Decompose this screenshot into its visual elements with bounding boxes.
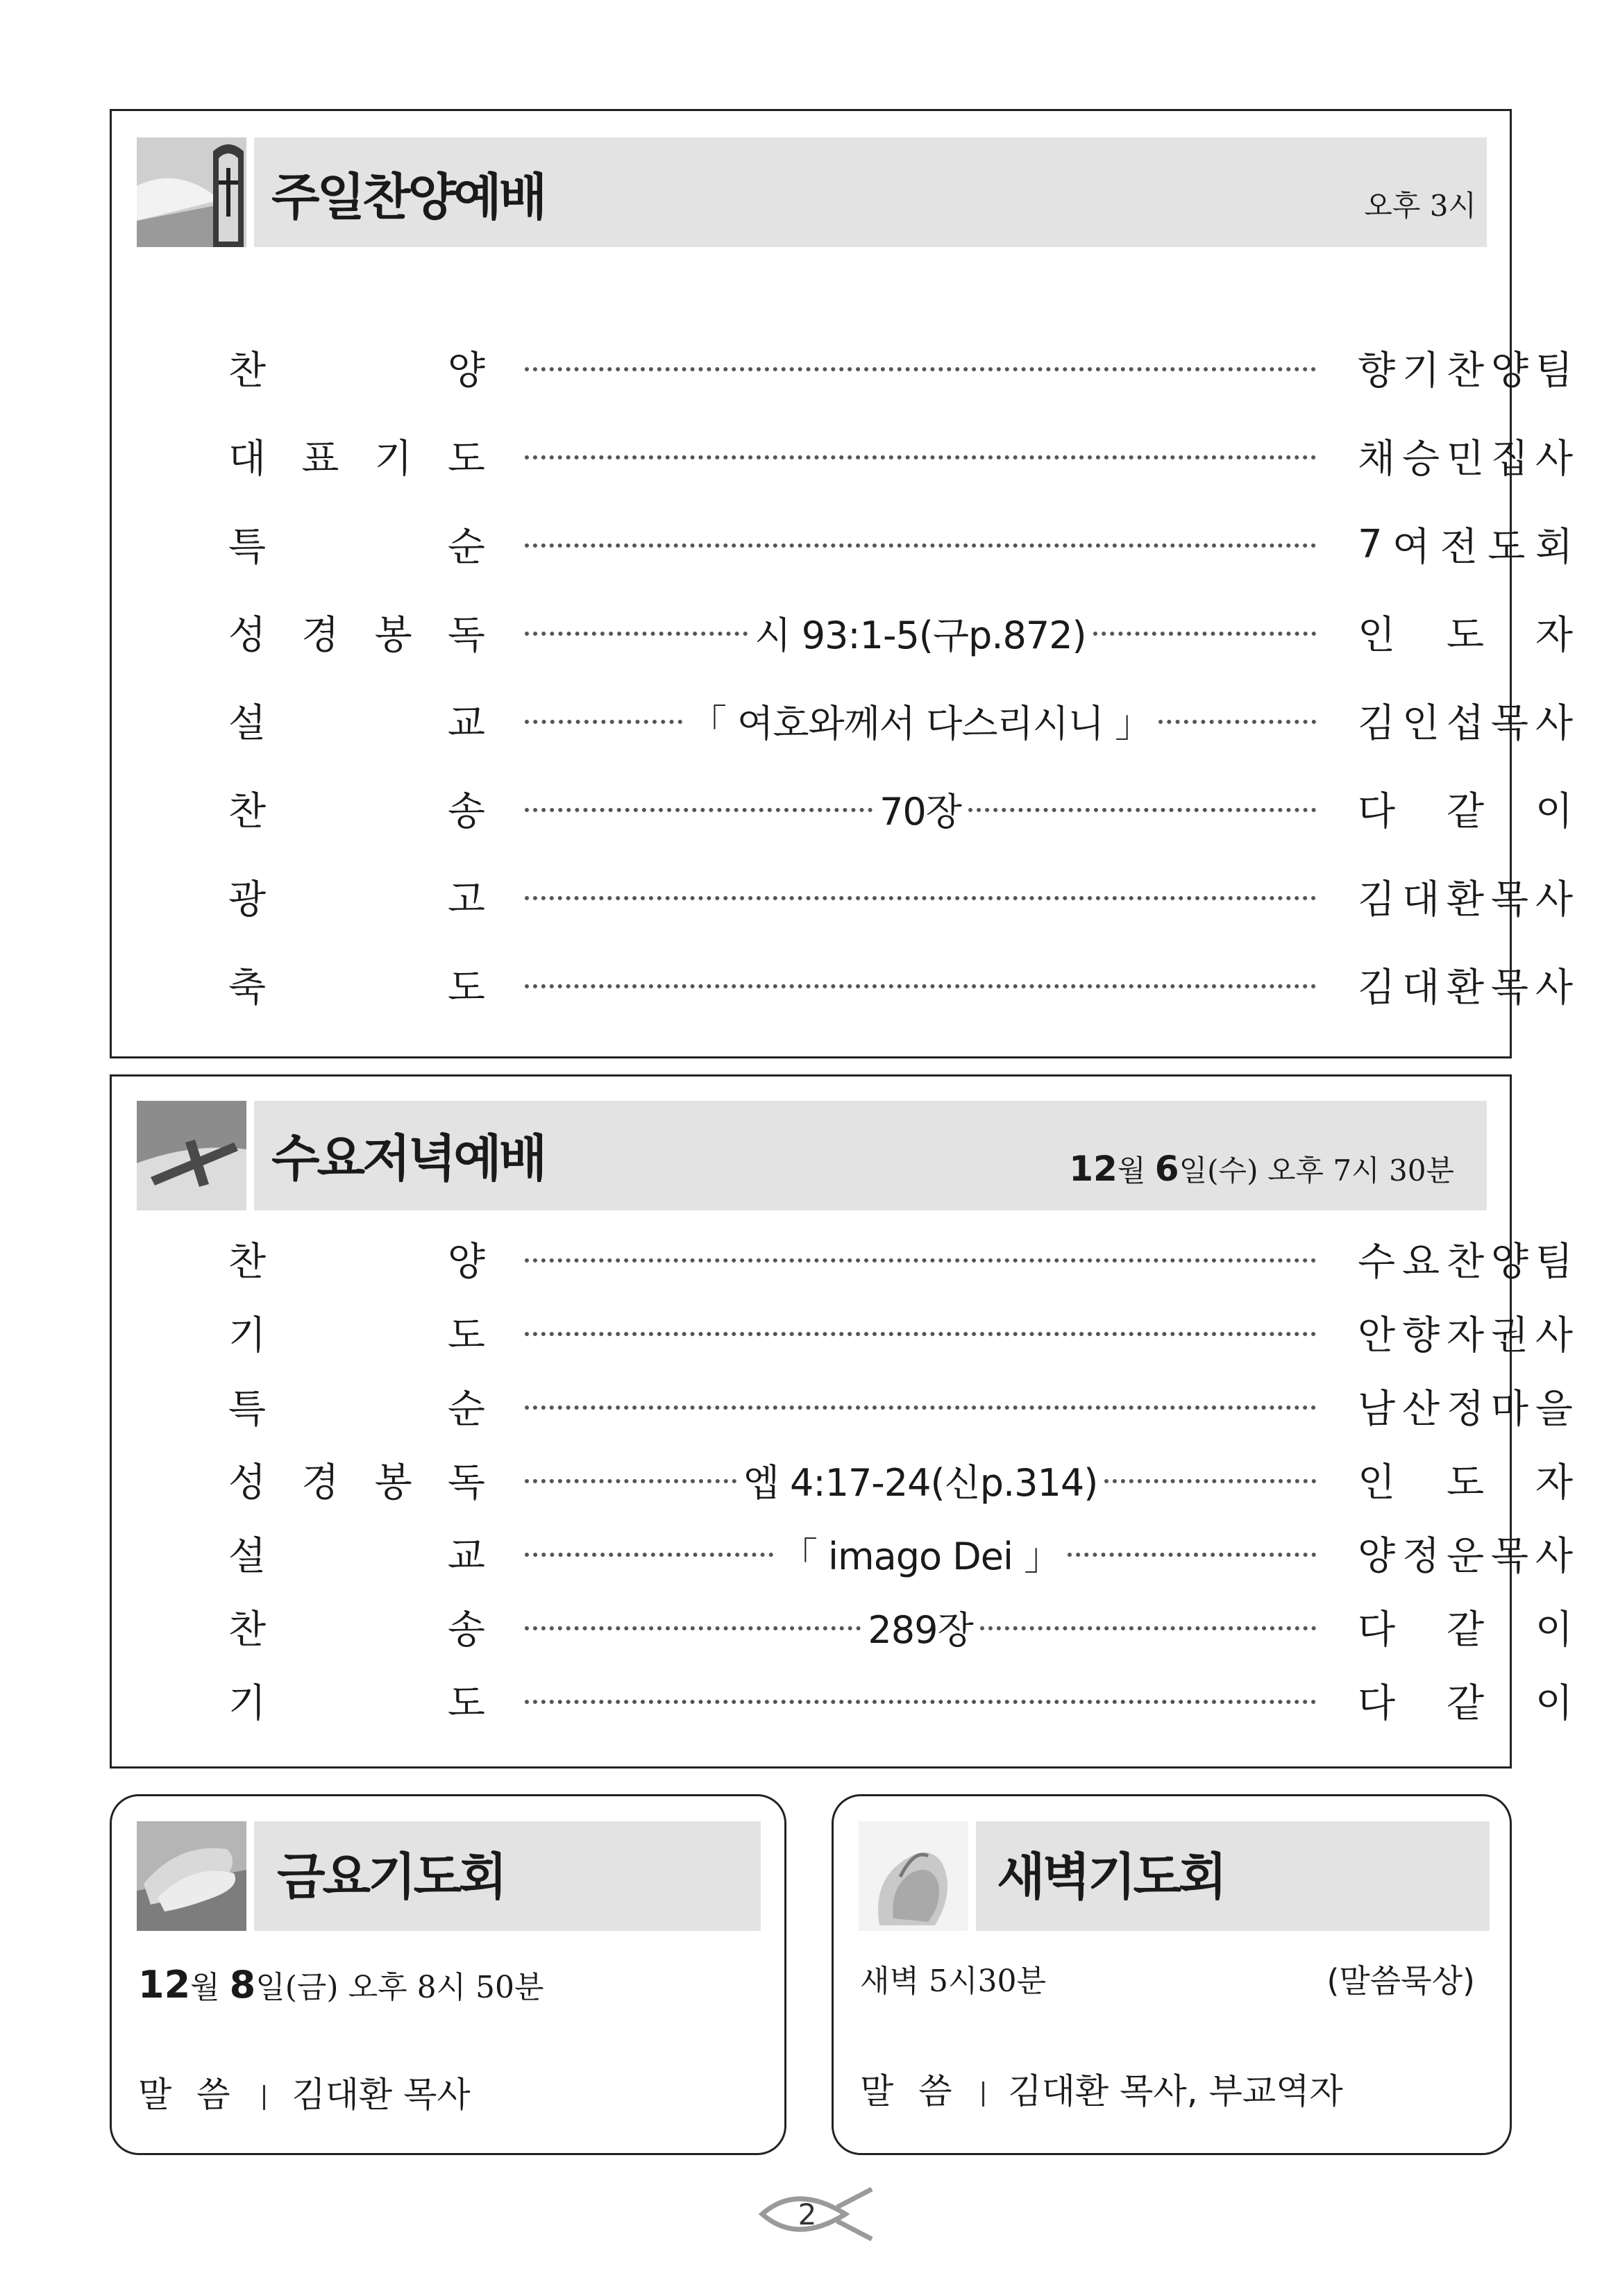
order-item-person: 인 도 자 [1358,613,1573,658]
order-item-label: 기 도 [228,1313,485,1358]
dotted-leader [525,513,1316,575]
order-item-label: 찬 양 [228,348,485,394]
wednesday-month-unit: 월 [1117,1154,1146,1188]
dawn-prayer-title: 새벽기도회 [997,1848,1224,1906]
order-item-label: 축 도 [228,965,485,1011]
wednesday-day-time: 일(수) 오후 7시 30분 [1179,1154,1454,1188]
wednesday-service-datetime [1069,1149,1454,1189]
order-row [112,1596,1573,1658]
dotted-leader [525,689,1316,752]
clasped-hands-photo [859,1821,968,1931]
friday-preacher-line [138,2075,471,2115]
dotted-leader [525,1301,1316,1364]
page-number-fish [755,2186,880,2242]
dotted-leader [525,601,1316,664]
order-item-person: 7 여 전 도 회 [1358,521,1573,570]
wednesday-day: 6 [1154,1149,1179,1189]
order-item-detail: 289장 [868,1607,973,1652]
dotted-leader [525,777,1316,840]
wednesday-service-section [110,1074,1573,1769]
page-number: 2 [798,2197,817,2231]
dotted-leader [525,1449,1316,1511]
order-item-person: 안 향 자 권 사 [1358,1313,1573,1358]
order-item-detail: 「 여호와께서 다스리시니 」 [689,701,1152,745]
order-row [112,425,1573,487]
order-row [112,1449,1573,1511]
bible-cross-photo [137,137,246,247]
order-item-person: 수 요 찬 양 팀 [1358,1240,1573,1285]
order-row [112,866,1573,928]
order-item-label: 찬 양 [228,1240,485,1285]
order-item-label: 설 교 [228,1534,485,1579]
order-item-person: 채 승 민 집 사 [1358,437,1573,482]
order-item-person: 김 대 환 목 사 [1358,965,1573,1011]
order-item-label: 성 경 봉 독 [228,613,485,658]
wednesday-service-title: 수요저녁예배 [271,1129,545,1188]
dawn-preacher-line [860,2071,1343,2111]
order-item-detail: 「 imago Dei 」 [779,1534,1061,1578]
order-row [112,689,1573,752]
sunday-service-title: 주일찬양예배 [271,168,545,226]
dotted-leader [525,1522,1316,1585]
dotted-leader [525,1375,1316,1437]
order-item-person: 인 도 자 [1358,1460,1573,1505]
order-item-label: 기 도 [228,1681,485,1726]
cross-on-bible-photo [137,1101,246,1210]
order-row [112,337,1573,399]
order-row [112,1301,1573,1364]
dotted-leader [525,425,1316,487]
friday-word-label: 말 씀 [138,2075,237,2115]
separator [982,2082,984,2107]
order-item-person: 김 인 섭 목 사 [1358,701,1573,746]
order-item-person: 김 대 환 목 사 [1358,877,1573,922]
order-item-detail: 70장 [879,789,961,834]
order-row [112,1522,1573,1585]
order-item-label: 성 경 봉 독 [228,1460,485,1505]
dotted-leader [525,954,1316,1016]
order-item-label: 특 순 [228,525,485,570]
order-item-person: 향 기 찬 양 팀 [1358,348,1573,394]
order-row [112,601,1573,664]
order-row [112,954,1573,1016]
order-item-person: 다 같 이 [1358,1607,1573,1653]
wednesday-month: 12 [1069,1149,1118,1189]
order-item-detail: 시 93:1-5(구p.872) [755,613,1086,657]
order-item-person: 다 같 이 [1358,1681,1573,1726]
dotted-leader [525,337,1316,399]
friday-month: 12 [138,1963,191,2007]
dawn-word-label: 말 씀 [860,2071,959,2111]
order-row [112,777,1573,840]
praying-hands-photo [137,1821,246,1931]
order-row [112,513,1573,575]
order-row [112,1375,1573,1437]
order-item-detail: 엡 4:17-24(신p.314) [743,1460,1098,1505]
order-row [112,1228,1573,1290]
order-item-label: 설 교 [228,701,485,746]
friday-day-time: 일(금) 오후 8시 50분 [255,1970,544,2005]
sunday-service-time: 오후 3시 [1364,189,1476,223]
friday-month-unit: 월 [190,1970,220,2005]
dawn-prayer-note: (말씀묵상) [1326,1962,1475,2000]
dotted-leader [525,1669,1316,1732]
sunday-service-section [110,109,1573,1058]
order-item-person: 남 산 정 마 을 [1358,1387,1573,1432]
order-item-label: 대 표 기 도 [228,437,485,482]
friday-prayer-datetime [138,1963,544,2007]
friday-day: 8 [229,1963,256,2007]
dawn-preacher: 김대환 목사, 부교역자 [1008,2071,1343,2111]
dotted-leader [525,1596,1316,1658]
order-row [112,1669,1573,1732]
order-item-label: 광 고 [228,877,485,922]
order-item-person: 다 같 이 [1358,789,1573,834]
dawn-prayer-time: 새벽 5시30분 [860,1964,1046,1999]
dawn-prayer-section [832,1794,1512,2155]
friday-preacher: 김대환 목사 [292,2075,471,2115]
friday-prayer-title: 금요기도회 [277,1848,505,1906]
order-item-label: 특 순 [228,1387,485,1432]
order-item-label: 찬 송 [228,789,485,834]
order-item-label: 찬 송 [228,1607,485,1653]
dotted-leader [525,1228,1316,1290]
separator [263,2085,265,2110]
dotted-leader [525,866,1316,928]
order-item-person: 양 정 운 목 사 [1358,1534,1573,1579]
friday-prayer-section [110,1794,786,2155]
